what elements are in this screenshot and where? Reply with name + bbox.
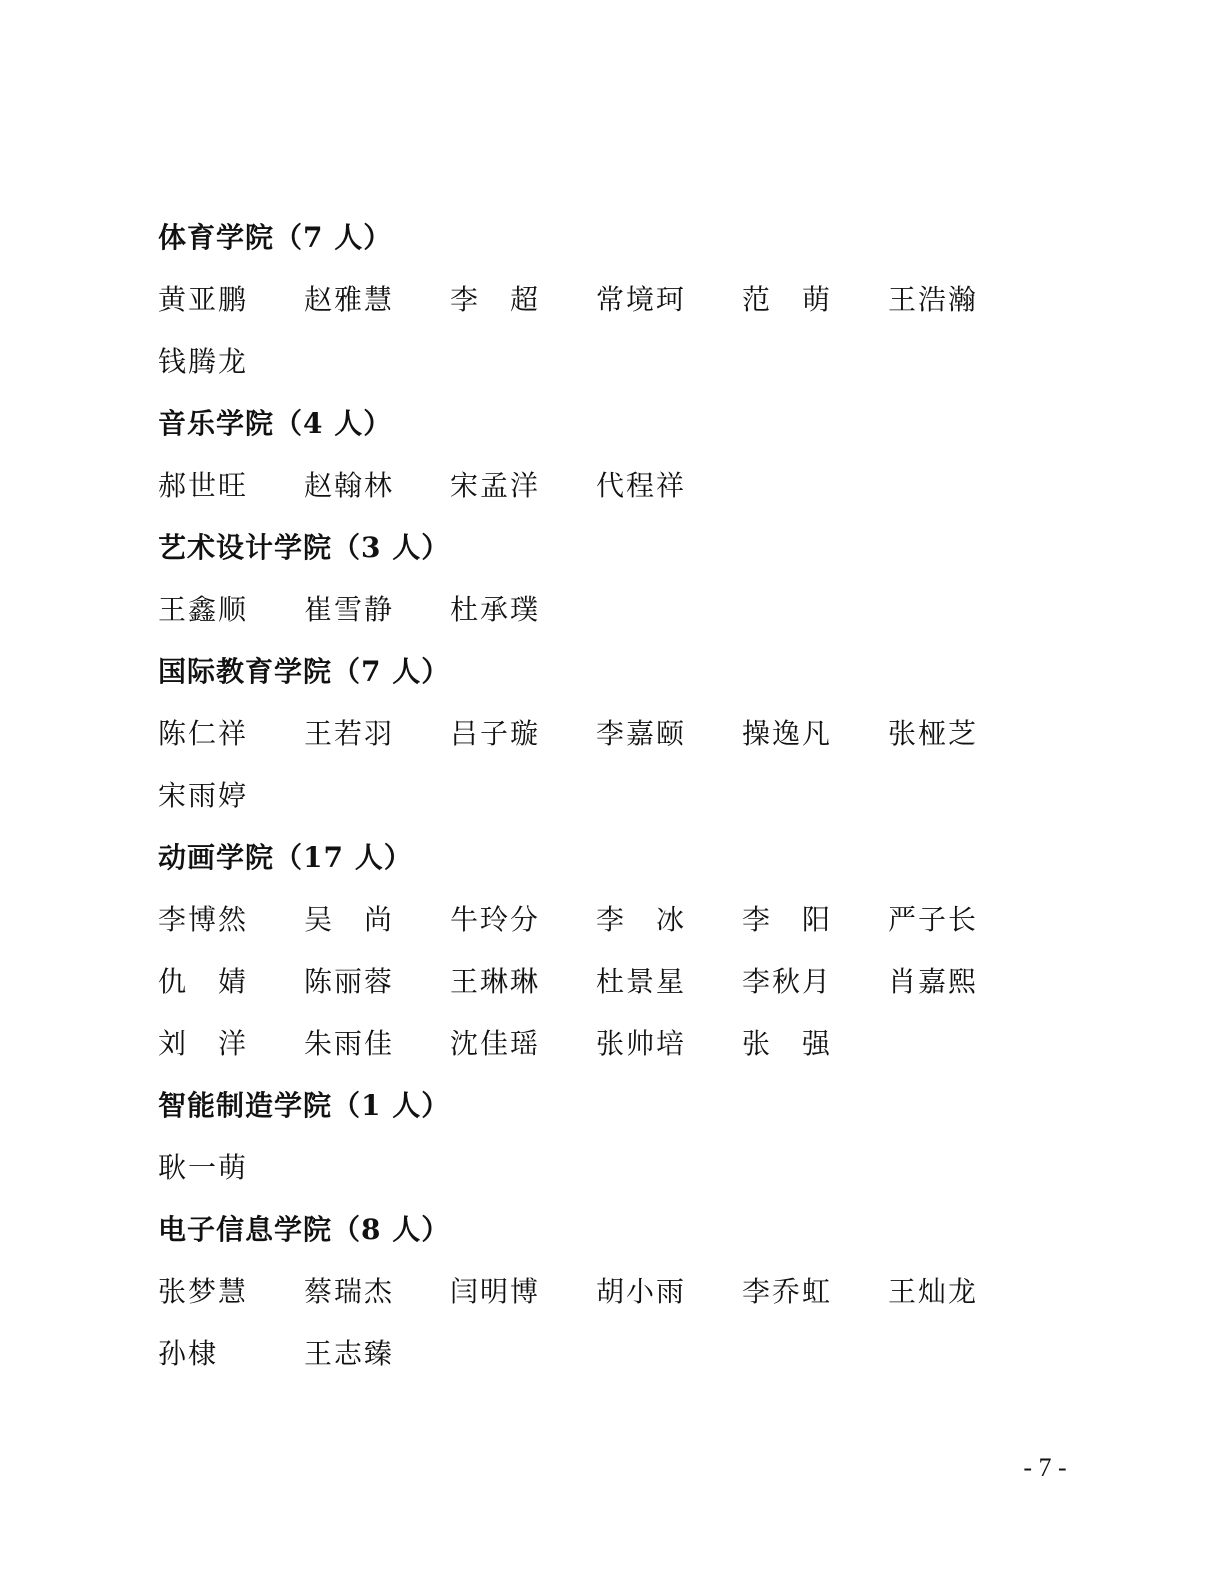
section-heading: 体育学院（7 人） — [158, 221, 393, 254]
person-name: 蔡瑞杰 — [304, 1275, 395, 1308]
person-name: 王浩瀚 — [888, 283, 979, 316]
person-name: 李乔虹 — [742, 1275, 833, 1308]
person-name: 崔雪静 — [304, 593, 395, 626]
person-name: 郝世旺 — [158, 469, 249, 502]
person-name: 李博然 — [158, 903, 249, 936]
person-name: 陈丽蓉 — [304, 965, 395, 998]
name-row — [158, 1137, 1058, 1199]
person-name: 仇 婧 — [158, 965, 249, 998]
section-heading: 音乐学院（4 人） — [158, 407, 393, 440]
person-name: 严子长 — [888, 903, 979, 936]
person-name: 闫明博 — [450, 1275, 541, 1308]
person-name: 李秋月 — [742, 965, 833, 998]
section-heading: 电子信息学院（8 人） — [158, 1213, 451, 1246]
name-row — [158, 455, 1058, 517]
person-name: 王若羽 — [304, 717, 395, 750]
name-row — [158, 889, 1058, 951]
name-row — [158, 1013, 1058, 1075]
person-name: 李 冰 — [596, 903, 687, 936]
person-name: 赵雅慧 — [304, 283, 395, 316]
document-body — [158, 207, 1058, 1385]
person-name: 陈仁祥 — [158, 717, 249, 750]
person-name: 王鑫顺 — [158, 593, 249, 626]
name-row — [158, 1261, 1058, 1323]
person-name: 李 超 — [450, 283, 541, 316]
name-row — [158, 269, 1058, 331]
person-name: 吴 尚 — [304, 903, 395, 936]
person-name: 杜景星 — [596, 965, 687, 998]
person-name: 杜承璞 — [450, 593, 541, 626]
person-name: 范 萌 — [742, 283, 833, 316]
person-name: 王志臻 — [304, 1337, 395, 1370]
person-name: 赵翰林 — [304, 469, 395, 502]
section-heading: 动画学院（17 人） — [158, 841, 413, 874]
person-name: 宋雨婷 — [158, 779, 249, 812]
person-name: 李嘉颐 — [596, 717, 687, 750]
person-name: 王琳琳 — [450, 965, 541, 998]
person-name: 刘 洋 — [158, 1027, 249, 1060]
person-name: 王灿龙 — [888, 1275, 979, 1308]
name-row — [158, 765, 1058, 827]
person-name: 张帅培 — [596, 1027, 687, 1060]
section-heading: 艺术设计学院（3 人） — [158, 531, 451, 564]
person-name: 胡小雨 — [596, 1275, 687, 1308]
person-name: 李 阳 — [742, 903, 833, 936]
person-name: 孙棣 — [158, 1337, 219, 1370]
person-name: 沈佳瑶 — [450, 1027, 541, 1060]
name-row — [158, 1323, 1058, 1385]
person-name: 张 强 — [742, 1027, 833, 1060]
person-name: 张桠芝 — [888, 717, 979, 750]
person-name: 代程祥 — [596, 469, 687, 502]
person-name: 吕子璇 — [450, 717, 541, 750]
name-row — [158, 579, 1058, 641]
person-name: 耿一萌 — [158, 1151, 249, 1184]
name-row — [158, 951, 1058, 1013]
person-name: 张梦慧 — [158, 1275, 249, 1308]
name-row — [158, 703, 1058, 765]
person-name: 钱腾龙 — [158, 345, 249, 378]
section-heading: 国际教育学院（7 人） — [158, 655, 451, 688]
person-name: 牛玲分 — [450, 903, 541, 936]
person-name: 常境珂 — [596, 283, 687, 316]
section-heading: 智能制造学院（1 人） — [158, 1089, 451, 1122]
person-name: 操逸凡 — [742, 717, 833, 750]
name-row — [158, 331, 1058, 393]
person-name: 宋孟洋 — [450, 469, 541, 502]
page-number: - 7 - — [1023, 1453, 1067, 1482]
person-name: 朱雨佳 — [304, 1027, 395, 1060]
person-name: 肖嘉熙 — [888, 965, 979, 998]
person-name: 黄亚鹏 — [158, 283, 249, 316]
